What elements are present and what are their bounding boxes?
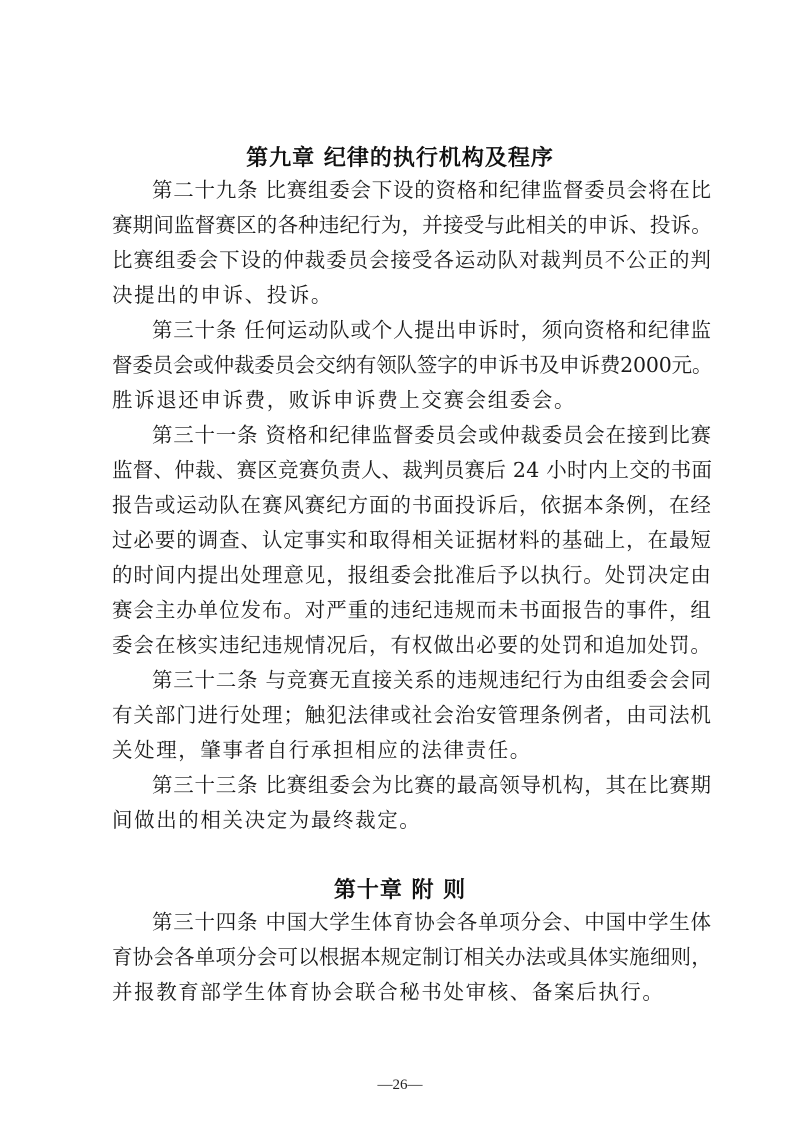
article-29-line-1: 第二十九条 比赛组委会下设的资格和纪律监督委员会将在比 (152, 178, 712, 202)
article-29-line-2: 赛期间监督赛区的各种违纪行为，并接受与此相关的申诉、投诉。 (112, 213, 712, 237)
article-31-line-5: 的时间内提出处理意见，报组委会批准后予以执行。处罚决定由 (112, 563, 712, 587)
article-29-line-4: 决提出的申诉、投诉。 (112, 283, 333, 307)
article-34-line-2: 育协会各单项分会可以根据本规定制订相关办法或具体实施细则， (112, 945, 712, 969)
article-30-line-2: 督委员会或仲裁委员会交纳有领队签字的申诉书及申诉费2000元。 (112, 353, 713, 377)
article-31-line-7: 委会在核实违纪违规情况后，有权做出必要的处罚和追加处罚。 (112, 633, 712, 657)
article-30-line-3: 胜诉退还申诉费，败诉申诉费上交赛会组委会。 (112, 388, 577, 412)
chapter-9-title: 第九章 纪律的执行机构及程序 (246, 146, 554, 171)
article-34-line-3: 并报教育部学生体育协会联合秘书处审核、备案后执行。 (112, 980, 665, 1004)
article-31-line-1: 第三十一条 资格和纪律监督委员会或仲裁委员会在接到比赛 (152, 423, 712, 447)
article-31-line-2: 监督、仲裁、赛区竞赛负责人、裁判员赛后 24 小时内上交的书面 (112, 458, 713, 482)
article-32-line-1: 第三十二条 与竞赛无直接关系的违规违纪行为由组委会会同 (152, 668, 712, 692)
article-33-line-1: 第三十三条 比赛组委会为比赛的最高领导机构，其在比赛期 (152, 773, 712, 797)
article-31-line-4: 过必要的调查、认定事实和取得相关证据材料的基础上，在最短 (112, 528, 712, 552)
article-32-line-3: 关处理，肇事者自行承担相应的法律责任。 (112, 738, 532, 762)
chapter-10-title: 第十章 附 则 (333, 878, 467, 903)
article-31-line-3: 报告或运动队在赛风赛纪方面的书面投诉后，依据本条例，在经 (112, 493, 712, 517)
article-29-line-3: 比赛组委会下设的仲裁委员会接受各运动队对裁判员不公正的判 (112, 248, 712, 272)
article-34-line-1: 第三十四条 中国大学生体育协会各单项分会、中国中学生体 (152, 910, 712, 934)
article-31-line-6: 赛会主办单位发布。对严重的违纪违规而未书面报告的事件，组 (112, 598, 712, 622)
page-number: —26— (377, 1077, 423, 1093)
article-30-line-1: 第三十条 任何运动队或个人提出申诉时，须向资格和纪律监 (152, 318, 712, 342)
article-32-line-2: 有关部门进行处理；触犯法律或社会治安管理条例者，由司法机 (112, 703, 712, 727)
article-33-line-2: 间做出的相关决定为最终裁定。 (112, 808, 422, 832)
